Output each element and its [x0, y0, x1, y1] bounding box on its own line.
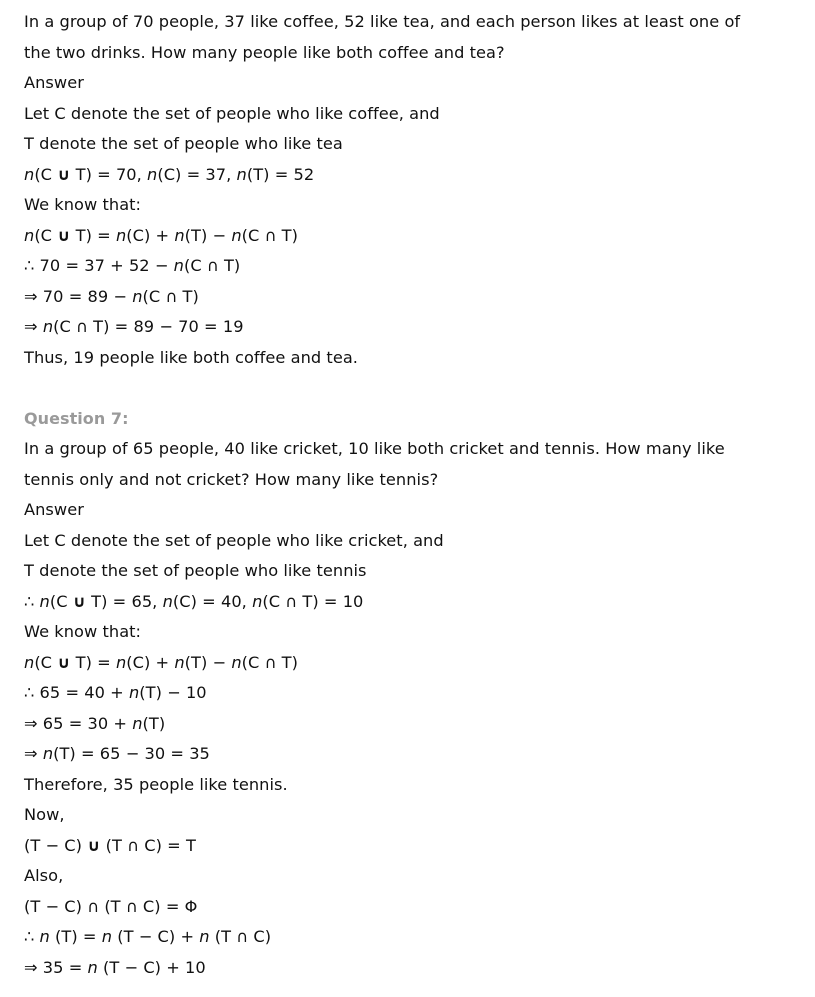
equation-text: T) = [70, 652, 116, 672]
equation-text: T) = 65, [85, 591, 163, 611]
equation-line [24, 709, 785, 740]
n-symbol: n [147, 164, 158, 184]
equation-text: (T) − 10 [139, 683, 207, 702]
union-symbol: ∪ [57, 652, 71, 672]
question-7-text-line-1: In a group of 65 people, 40 like cricket, 10 like both cricket and tennis. How many like [24, 439, 725, 458]
equation-text: ∴ [24, 927, 40, 946]
n-symbol: n [231, 225, 242, 245]
equation-text: (C ∩ T) [142, 286, 199, 306]
equation-line [24, 648, 785, 679]
n-symbol: n [101, 927, 113, 946]
n-symbol: n [174, 652, 185, 672]
equation-text: (C [49, 591, 73, 611]
solution-line: Now, [24, 805, 65, 824]
n-symbol: n [231, 652, 242, 672]
equation-text: (T ∩ C) [209, 927, 272, 946]
equation-text: ∴ [24, 591, 40, 611]
equation-line [24, 587, 785, 618]
equation-line [24, 739, 785, 770]
equation-text: (T) [142, 713, 166, 733]
n-symbol: n [87, 957, 98, 977]
n-symbol: n [252, 591, 263, 611]
equation-text: (C) = 40, [172, 591, 253, 611]
equation-line [24, 678, 785, 709]
solution-line: Let C denote the set of people who like coffee, and [24, 103, 440, 123]
equation-text: (T ∩ C) = T [100, 835, 196, 855]
solution-line: We know that: [24, 195, 142, 214]
equation-text: (C ∩ T) = 89 − 70 = 19 [53, 317, 244, 336]
equation-text: ⇒ [24, 317, 43, 336]
equation-text: (C) + [126, 652, 175, 672]
spacer [24, 373, 785, 404]
equation-text: (C [34, 225, 58, 245]
n-symbol: n [115, 225, 127, 245]
equation-text: ∴ 65 = 40 + [24, 683, 129, 702]
n-symbol: n [39, 927, 50, 946]
union-symbol: ∪ [57, 164, 71, 184]
question-6-text-line-2: the two drinks. How many people like both coffee and tea? [24, 42, 505, 62]
n-symbol: n [42, 744, 54, 763]
equation-text: (T) = [49, 927, 102, 946]
n-symbol: n [42, 317, 54, 336]
n-symbol: n [173, 256, 184, 275]
equation-line [24, 251, 785, 282]
question-7-text-line-2: tennis only and not cricket? How many like tennis? [24, 469, 439, 489]
equation-line [24, 922, 785, 953]
equation-text: ∴ 70 = 37 + 52 − [24, 256, 174, 275]
union-symbol: ∪ [57, 225, 71, 245]
equation-text: T) = 70, [70, 164, 148, 184]
solution-line: Let C denote the set of people who like cricket, and [24, 530, 444, 550]
n-symbol: n [174, 225, 185, 245]
equation-text: (C ∩ T) = 10 [262, 591, 364, 611]
equation-text: (T) − [184, 225, 232, 245]
n-symbol: n [132, 286, 143, 306]
equation-text: (T) = 52 [246, 164, 315, 184]
equation-line [24, 221, 785, 252]
n-symbol: n [132, 713, 143, 733]
solution-line: T denote the set of people who like tea [24, 134, 343, 153]
conclusion-line: Therefore, 35 people like tennis. [24, 774, 288, 794]
equation-line [24, 282, 785, 313]
n-symbol: n [39, 591, 50, 611]
solution-line: Also, [24, 866, 64, 885]
n-symbol: n [24, 652, 35, 672]
union-symbol: ∪ [72, 591, 86, 611]
n-symbol: n [162, 591, 173, 611]
equation-text: (T − C) + [112, 927, 200, 946]
equation-text: ⇒ 70 = 89 − [24, 286, 133, 306]
equation-text: (C ∩ T) [183, 256, 241, 275]
n-symbol: n [24, 225, 35, 245]
n-symbol: n [115, 652, 127, 672]
equation-text: (T − C) [24, 835, 88, 855]
n-symbol: n [199, 927, 210, 946]
n-symbol: n [24, 164, 35, 184]
equation-text: (C) = 37, [157, 164, 237, 184]
equation-line [24, 953, 785, 984]
equation-text: (T) = 65 − 30 = 35 [53, 744, 210, 763]
solution-line: We know that: [24, 622, 142, 641]
answer-label: Answer [24, 500, 84, 519]
equation-text: T) = [70, 225, 116, 245]
solution-line: T denote the set of people who like tennis [24, 561, 367, 580]
equation-text: (C [34, 652, 58, 672]
equation-text: (T) − [184, 652, 232, 672]
question-6-text-line-1: In a group of 70 people, 37 like coffee, 52 like tea, and each person likes at least one of [24, 12, 741, 31]
equation-text: ⇒ 35 = [24, 957, 88, 977]
equation-text: ⇒ 65 = 30 + [24, 713, 133, 733]
equation-line [24, 160, 785, 191]
equation-line: (T − C) ∩ (T ∩ C) = Φ [24, 896, 198, 916]
conclusion-line: Thus, 19 people like both coffee and tea. [24, 347, 359, 367]
equation-text: ⇒ [24, 744, 43, 763]
union-symbol: ∪ [87, 835, 101, 855]
n-symbol: n [236, 164, 247, 184]
n-symbol: n [128, 683, 140, 702]
question-7-heading: Question 7: [24, 408, 129, 428]
equation-text: (C [34, 164, 58, 184]
equation-text: (C ∩ T) [241, 652, 298, 672]
answer-label: Answer [24, 73, 84, 92]
equation-text: (C) + [126, 225, 175, 245]
equation-line [24, 312, 785, 343]
equation-line [24, 831, 785, 862]
equation-text: (T − C) + 10 [97, 957, 206, 977]
equation-text: (C ∩ T) [241, 225, 298, 245]
